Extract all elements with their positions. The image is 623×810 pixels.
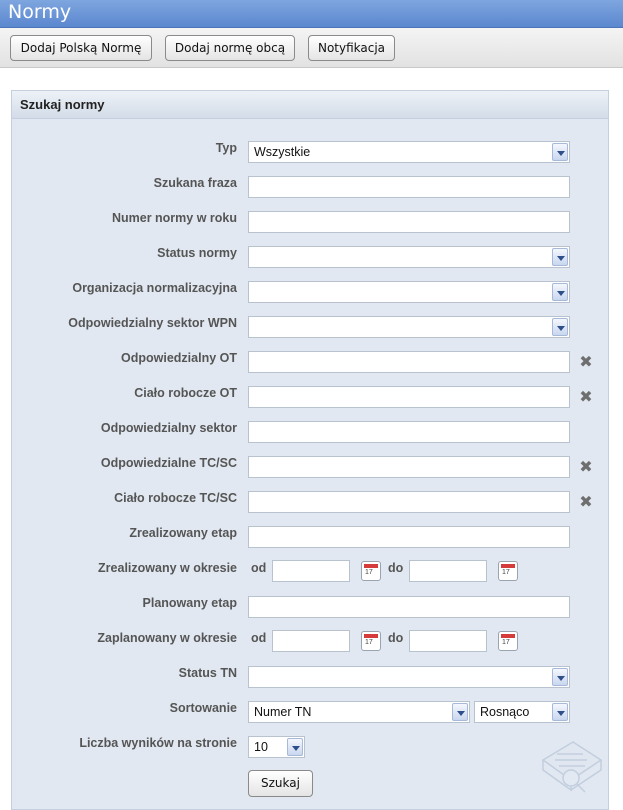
sektor-input[interactable] [248, 421, 570, 443]
search-panel-header [12, 91, 608, 119]
clear-ot-icon[interactable]: ✖ [579, 354, 593, 371]
title-bar [0, 0, 623, 28]
chevron-down-icon[interactable] [552, 703, 568, 721]
zrealizowany-od-label: od [251, 561, 267, 575]
calendar-icon[interactable] [361, 631, 381, 651]
numer-label: Numer normy w roku [111, 211, 237, 225]
ot-input[interactable] [248, 351, 570, 373]
zrealizowany-etap-input[interactable] [248, 526, 570, 548]
zaplanowany-okres-label: Zaplanowany w okresie [97, 631, 237, 645]
zaplanowany-do-label: do [388, 631, 404, 645]
planowany-etap-label: Planowany etap [142, 596, 237, 610]
add-polish-norm-button[interactable]: Dodaj Polską Normę [10, 35, 152, 61]
search-button[interactable]: Szukaj [248, 770, 313, 797]
zrealizowany-etap-label: Zrealizowany etap [129, 526, 237, 540]
clear-tcsc-icon[interactable]: ✖ [579, 459, 593, 476]
calendar-day: 17 [502, 639, 510, 646]
cialo-ot-label: Ciało robocze OT [134, 386, 237, 400]
sortowanie-label: Sortowanie [169, 701, 237, 715]
fraza-label: Szukana fraza [153, 176, 237, 190]
search-documents-icon [535, 730, 607, 798]
calendar-day: 17 [365, 569, 373, 576]
status-tn-label: Status TN [178, 666, 237, 680]
notification-button[interactable]: Notyfikacja [308, 35, 395, 61]
chevron-down-icon[interactable] [552, 283, 568, 301]
zrealizowany-od-input[interactable] [272, 560, 350, 582]
zrealizowany-okres-label: Zrealizowany w okresie [98, 561, 237, 575]
organizacja-label: Organizacja normalizacyjna [72, 281, 237, 295]
sektor-wpn-select[interactable] [248, 316, 570, 338]
results-per-page-value: 10 [254, 740, 268, 754]
zrealizowany-do-input[interactable] [409, 560, 487, 582]
calendar-day: 17 [502, 569, 510, 576]
zaplanowany-od-label: od [251, 631, 267, 645]
calendar-icon[interactable] [498, 561, 518, 581]
typ-select[interactable] [248, 141, 570, 163]
zaplanowany-od-input[interactable] [272, 630, 350, 652]
typ-label: Typ [215, 141, 237, 155]
zrealizowany-do-label: do [388, 561, 404, 575]
chevron-down-icon[interactable] [552, 668, 568, 686]
zaplanowany-do-input[interactable] [409, 630, 487, 652]
sort-order-value: Rosnąco [480, 705, 530, 719]
chevron-down-icon[interactable] [287, 738, 303, 756]
tcsc-input[interactable] [248, 456, 570, 478]
toolbar [0, 28, 623, 68]
add-foreign-norm-button[interactable]: Dodaj normę obcą [165, 35, 295, 61]
cialo-tcsc-label: Ciało robocze TC/SC [114, 491, 237, 505]
sort-field-select[interactable] [248, 701, 470, 723]
status-label: Status normy [157, 246, 237, 260]
status-select[interactable] [248, 246, 570, 268]
results-per-page-select[interactable] [248, 736, 305, 758]
sektor-label: Odpowiedzialny sektor [100, 421, 237, 435]
search-panel-title: Szukaj normy [20, 97, 105, 112]
clear-cialo-tcsc-icon[interactable]: ✖ [579, 494, 593, 511]
typ-value: Wszystkie [254, 145, 311, 159]
sort-order-select[interactable] [474, 701, 570, 723]
sort-field-value: Numer TN [254, 705, 312, 719]
chevron-down-icon[interactable] [552, 248, 568, 266]
status-tn-select[interactable] [248, 666, 570, 688]
calendar-icon[interactable] [498, 631, 518, 651]
liczba-label: Liczba wyników na stronie [79, 736, 237, 750]
chevron-down-icon[interactable] [552, 143, 568, 161]
page-title: Normy [8, 1, 72, 23]
calendar-day: 17 [365, 639, 373, 646]
cialo-tcsc-input[interactable] [248, 491, 570, 513]
chevron-down-icon[interactable] [452, 703, 468, 721]
chevron-down-icon[interactable] [552, 318, 568, 336]
clear-cialo-ot-icon[interactable]: ✖ [579, 389, 593, 406]
calendar-icon[interactable] [361, 561, 381, 581]
planowany-etap-input[interactable] [248, 596, 570, 618]
numer-input[interactable] [248, 211, 570, 233]
sektor-wpn-label: Odpowiedzialny sektor WPN [68, 316, 237, 330]
tcsc-label: Odpowiedzialne TC/SC [100, 456, 237, 470]
ot-label: Odpowiedzialny OT [121, 351, 237, 365]
fraza-input[interactable] [248, 176, 570, 198]
cialo-ot-input[interactable] [248, 386, 570, 408]
organizacja-select[interactable] [248, 281, 570, 303]
